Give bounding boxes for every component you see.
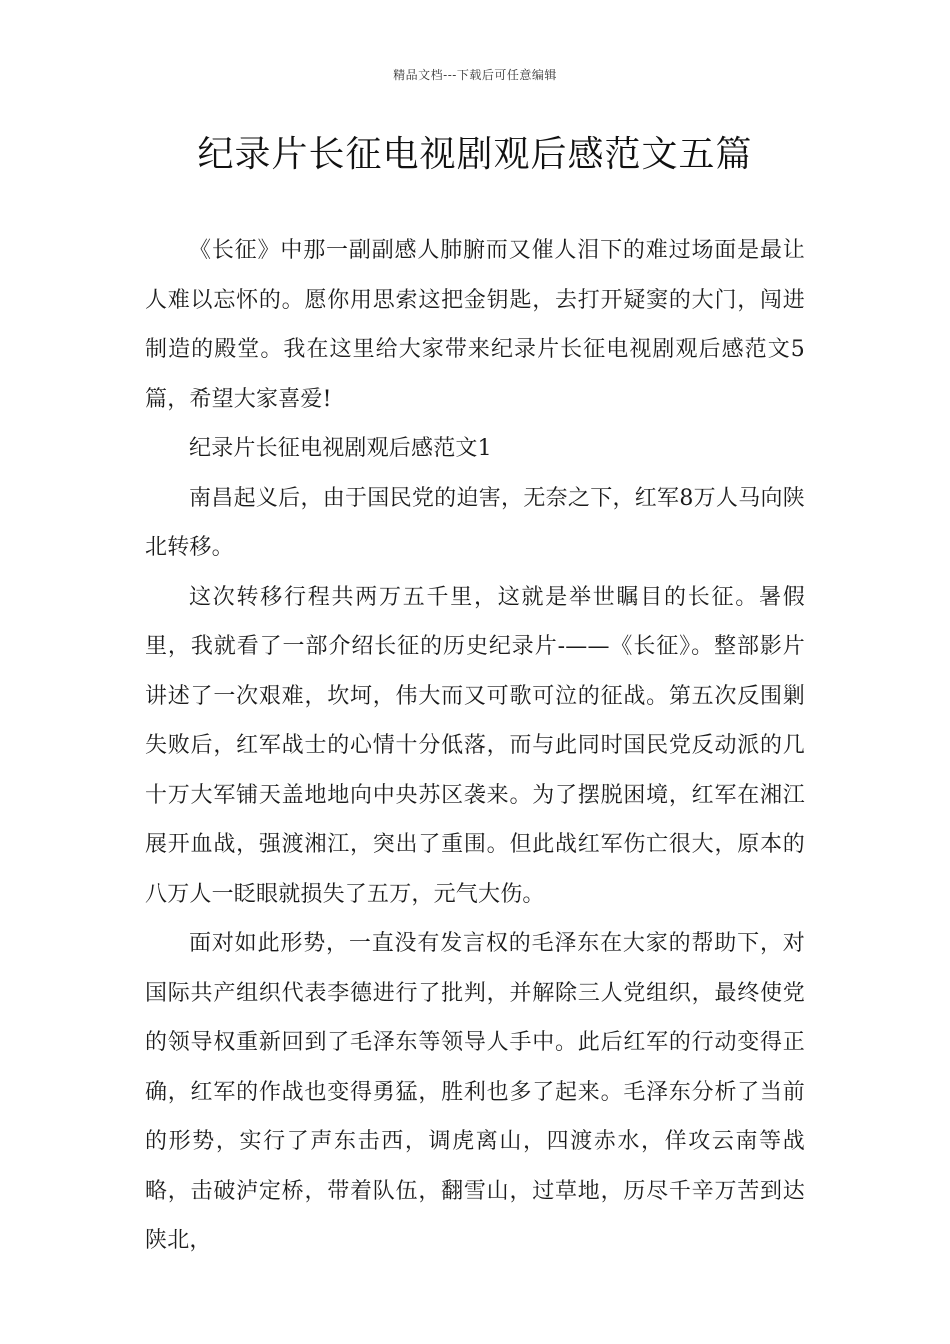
body-paragraph: 面对如此形势，一直没有发言权的毛泽东在大家的帮助下，对国际共产组织代表李德进行了批判，并解除三人党组织，最终使党的领导权重新回到了毛泽东等领导人手中。此后红军的行动变得正确，红军的作战也变得勇猛，胜利也多了起来。毛泽东分析了当前的形势，实行了声东击西，调虎离山，四渡赤水，佯攻云南等战略，击破泸定桥，带着队伍，翻雪山，过草地，历尽千辛万苦到达陕北， xyxy=(145,931,805,1253)
intro-paragraph: 《长征》中那一副副感人肺腑而又催人泪下的难过场面是最让人难以忘怀的。愿你用思索这把金钥匙，去打开疑窦的大门，闯进制造的殿堂。我在这里给大家带来纪录片长征电视剧观后感范文5篇，希望大家喜爱! xyxy=(145,238,805,412)
body-paragraph: 南昌起义后，由于国民党的迫害，无奈之下，红军8万人马向陕北转移。 xyxy=(145,485,805,560)
body-paragraph: 这次转移行程共两万五千里，这就是举世瞩目的长征。暑假里，我就看了一部介绍长征的历史纪录片-——《长征》。整部影片讲述了一次艰难，坎坷，伟大而又可歌可泣的征战。第五次反围剿失败后，红军战士的心情十分低落，而与此同时国民党反动派的几十万大军铺天盖地地向中央苏区袭来。为了摆脱困境，红军在湘江展开血战，强渡湘江，突出了重围。但此战红军伤亡很大，原本的八万人一眨眼就损失了五万，元气大伤。 xyxy=(145,584,805,907)
document-title: 纪录片长征电视剧观后感范文五篇 xyxy=(197,134,753,175)
document-body xyxy=(145,226,805,1266)
header-note: 精品文档---下载后可任意编辑 xyxy=(393,68,557,82)
section-heading: 纪录片长征电视剧观后感范文1 xyxy=(189,436,492,461)
